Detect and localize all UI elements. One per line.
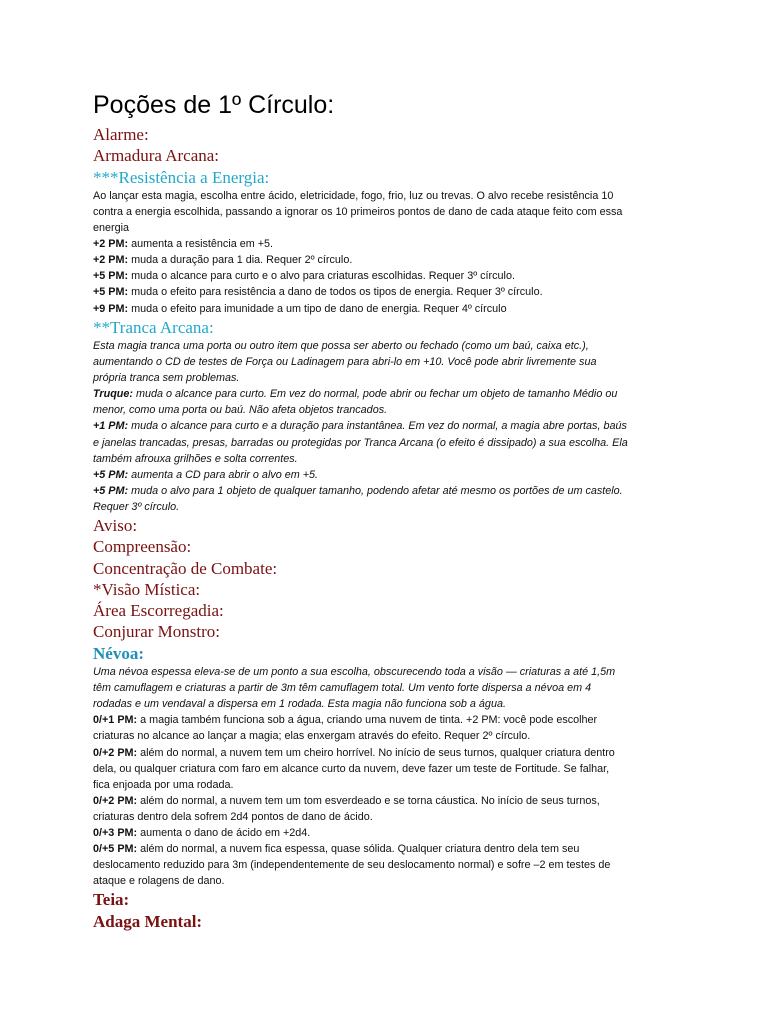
upgrade-text: aumenta a resistência em +5. (128, 238, 274, 251)
heading-armadura-arcana: Armadura Arcana: (93, 146, 220, 166)
upgrade-label: 0/+2 PM: (93, 746, 138, 759)
nevoa-upgrade (93, 841, 683, 889)
upgrade-label: 0/+5 PM: (93, 843, 138, 856)
upgrade-label: +2 PM: (93, 238, 129, 251)
tranca-upgrade (93, 483, 683, 515)
upgrade-text: muda o alcance para curto. Em vez do normal, pode abrir ou fechar um objeto de tamanho Médio ou menor, como uma porta ou baú. Não afeta objetos trancados. (93, 388, 618, 417)
heading-conjurar-monstro: Conjurar Monstro: (93, 622, 221, 642)
nevoa-description: Uma névoa espessa eleva-se de um ponto a sua escolha, obscurecendo toda a visão — criaturas a até 1,5m têm camuflagem e criaturas a partir de 3m têm camuflagem total. Um vento forte dispersa a névoa em 4 rodadas e um vendaval a dispersa em 1 rodada. Esta magia não funciona sob a água. (93, 666, 616, 711)
upgrade-label: 0/+2 PM: (93, 794, 138, 807)
heading-tranca-arcana: **Tranca Arcana: (93, 317, 214, 337)
upgrade-label: 0/+1 PM: (93, 714, 138, 727)
upgrade-text: aumenta o dano de ácido em +2d4. (137, 826, 311, 839)
upgrade-label: Truque: (93, 388, 133, 401)
document-page (93, 88, 683, 932)
tranca-upgrade (93, 467, 683, 483)
heading-adaga-mental: Adaga Mental: (93, 911, 203, 931)
resistencia-upgrade (93, 301, 683, 317)
upgrade-label: +1 PM: (93, 420, 129, 433)
resistencia-upgrade (93, 268, 683, 284)
upgrade-label: +5 PM: (93, 286, 129, 299)
resistencia-upgrade (93, 252, 683, 268)
upgrade-text: muda o alvo para 1 objeto de qualquer tamanho, podendo afetar até mesmo os portões de um castelo. Requer 3º círculo. (93, 484, 623, 513)
heading-concentracao-combate: Concentração de Combate: (93, 558, 278, 578)
nevoa-upgrade (93, 825, 683, 841)
upgrade-text: a magia também funciona sob a água, criando uma nuvem de tinta. +2 PM: você pode escolher criaturas no alcance ao lançar a magia; elas enxergam através do efeito. Requer 2º círculo. (93, 714, 598, 743)
upgrade-label: +2 PM: (93, 254, 129, 267)
upgrade-text: aumenta a CD para abrir o alvo em +5. (128, 468, 319, 481)
upgrade-text: muda o alcance para curto e o alvo para criaturas escolhidas. Requer 3º círculo. (128, 270, 515, 283)
heading-teia: Teia: (93, 890, 130, 910)
heading-nevoa: Névoa: (93, 643, 144, 663)
nevoa-upgrade (93, 793, 683, 825)
upgrade-label: +5 PM: (93, 484, 129, 497)
heading-alarme: Alarme: (93, 125, 149, 144)
upgrade-label: +9 PM: (93, 302, 129, 315)
upgrade-label: +5 PM: (93, 270, 129, 283)
tranca-upgrade (93, 418, 683, 466)
heading-resistencia-energia: ***Resistência a Energia: (93, 167, 270, 187)
tranca-description: Esta magia tranca uma porta ou outro item que possa ser aberto ou fechado (como um baú, caixa etc.), aumentando o CD de testes de Força ou Ladinagem para abri-lo em +10. Você pode abrir livremente sua própria tranca sem problemas. (93, 339, 597, 385)
upgrade-text: além do normal, a nuvem tem um cheiro horrível. No início de seus turnos, qualquer criatura dentro dela, ou qualquer criatura com faro em alcance curto da nuvem, deve fazer um teste de Fortitude. Se falhar, fica enjoada por uma rodada. (93, 746, 615, 791)
heading-compreensao: Compreensão: (93, 537, 192, 557)
upgrade-text: muda o alcance para curto e a duração para instantânea. Em vez do normal, a magia abre portas, baús e janelas trancadas, presas, barradas ou protegidas por Tranca Arcana (o efeito é dissipado) a sua escolha. Ela também afrouxa grilhões e solta correntes. (93, 420, 628, 465)
page-title: Poções de 1º Círculo: (93, 91, 335, 119)
nevoa-upgrade (93, 712, 683, 744)
resistencia-upgrade (93, 236, 683, 252)
upgrade-text: além do normal, a nuvem tem um tom esverdeado e se torna cáustica. No início de seus turnos, criaturas dentro dela sofrem 2d4 pontos de dano de ácido. (93, 794, 600, 823)
upgrade-label: 0/+3 PM: (93, 826, 138, 839)
upgrade-text: além do normal, a nuvem fica espessa, quase sólida. Qualquer criatura dentro dela tem seu deslocamento reduzido para 3m (independentemente de seu deslocamento normal) e sofre –2 em testes de ataque e rolagens de dano. (93, 843, 611, 888)
upgrade-text: muda a duração para 1 dia. Requer 2º círculo. (128, 254, 353, 267)
resistencia-upgrade (93, 284, 683, 300)
heading-aviso: Aviso: (93, 515, 138, 535)
upgrade-text: muda o efeito para imunidade a um tipo de dano de energia. Requer 4º círculo (128, 302, 507, 315)
tranca-upgrade (93, 386, 683, 418)
heading-visao-mistica: *Visão Mística: (93, 579, 201, 599)
nevoa-upgrade (93, 745, 683, 793)
resistencia-description: Ao lançar esta magia, escolha entre ácido, eletricidade, fogo, frio, luz ou trevas. O alvo recebe resistência 10 contra a energia escolhida, passando a ignorar os 10 primeiros pontos de dano de cada ataque feito com essa energia (93, 189, 623, 235)
upgrade-text: muda o efeito para resistência a dano de todos os tipos de energia. Requer 3º círculo. (128, 286, 543, 299)
upgrade-label: +5 PM: (93, 468, 129, 481)
heading-area-escorregadia: Área Escorregadia: (93, 601, 224, 621)
